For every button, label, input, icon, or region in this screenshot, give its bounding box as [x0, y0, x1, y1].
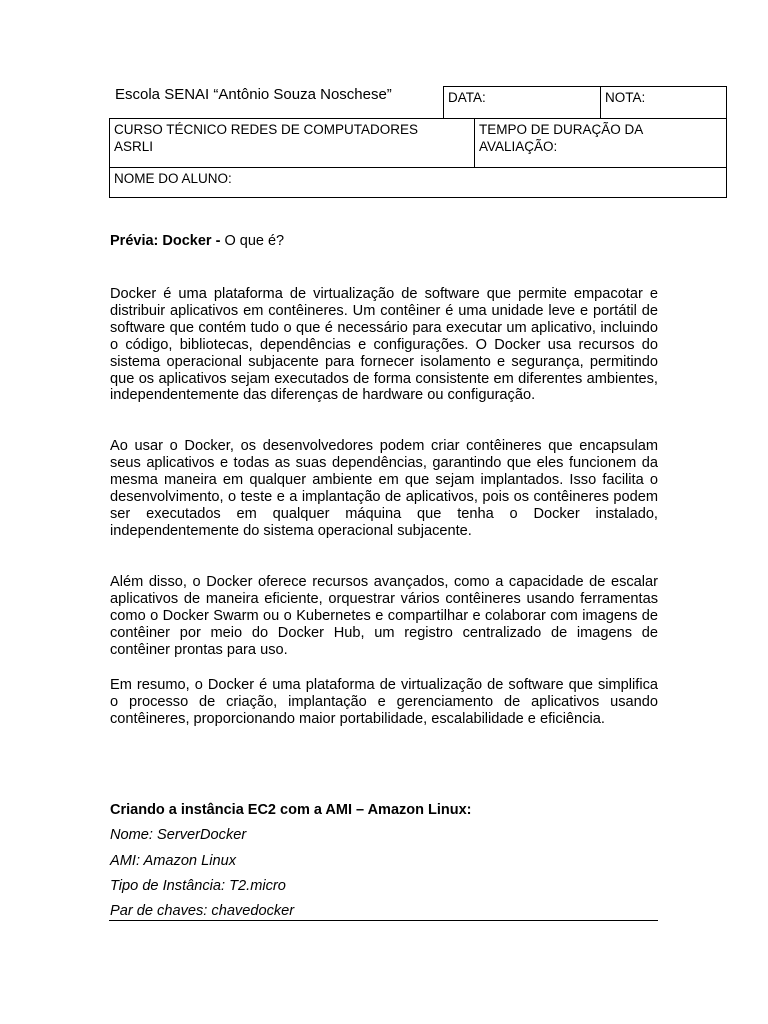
spec-ami: AMI: Amazon Linux — [110, 853, 236, 869]
grade-field — [600, 86, 727, 119]
previa-heading-bold: Prévia: Docker - — [110, 233, 221, 249]
student-name-label: NOME DO ALUNO: — [114, 171, 232, 186]
duration-line-2: AVALIAÇÃO: — [479, 139, 558, 154]
spec-key-pair: Par de chaves: chavedocker — [110, 903, 295, 919]
course-field — [109, 118, 475, 168]
course-line-2: ASRLI — [114, 139, 154, 154]
spec-instance-type: Tipo de Instância: T2.micro — [110, 878, 286, 894]
school-name: Escola SENAI “Antônio Souza Noschese” — [115, 86, 392, 103]
duration-line-1: TEMPO DE DURAÇÃO DA — [479, 122, 644, 137]
grade-label: NOTA: — [605, 90, 646, 105]
spec-name: Nome: ServerDocker — [110, 827, 247, 843]
paragraph-usage: Ao usar o Docker, os desenvolvedores podem criar contêineres que encapsulam seus aplicativos e todas as suas dependências, garantindo que eles funcionem da mesma maneira em qualquer ambiente em que sejam implantados. Isso facilita o desenvolvimento, o teste e a implantação de aplicativos, pois os contêineres podem ser executados em qualquer máquina que tenha o Docker instalado, independentemente do sistema operacional subjacente. — [110, 438, 658, 539]
paragraph-features: Além disso, o Docker oferece recursos avançados, como a capacidade de escalar aplicativos de maneira eficiente, orquestrar vários contêineres usando ferramentas como o Docker Swarm ou o Kubernetes e compartilhar e colaborar com imagens de contêiner por meio do Docker Hub, um registro centralizado de imagens de contêiner prontas para uso. — [110, 574, 658, 658]
date-field — [443, 86, 601, 119]
student-name-field — [109, 167, 727, 198]
course-line-1: CURSO TÉCNICO REDES DE COMPUTADORES — [114, 122, 419, 137]
paragraph-summary: Em resumo, o Docker é uma plataforma de virtualização de software que simplifica o processo de criação, implantação e gerenciamento de aplicativos usando contêineres, proporcionando maior portabilidade, escalabilidade e eficiência. — [110, 677, 658, 727]
paragraph-intro: Docker é uma plataforma de virtualização de software que permite empacotar e distribuir aplicativos em contêineres. Um contêiner é uma unidade leve e portátil de software que contém tudo o que é necessário para executar um aplicativo, incluindo o código, bibliotecas, dependências e configurações. O Docker usa recursos do sistema operacional subjacente para fornecer isolamento e segurança, permitindo que os aplicativos sejam executados de forma consistente em diferentes ambientes, independentemente das diferenças de hardware ou configuração. — [110, 286, 658, 404]
ec2-heading — [110, 801, 472, 819]
previa-heading-rest: O que é? — [220, 233, 285, 249]
previa-heading — [110, 232, 284, 250]
ec2-heading-text: Criando a instância EC2 com a AMI – Amazon Linux: — [110, 802, 472, 818]
duration-field — [474, 118, 727, 168]
bottom-rule — [109, 920, 658, 921]
date-label: DATA: — [448, 90, 486, 105]
